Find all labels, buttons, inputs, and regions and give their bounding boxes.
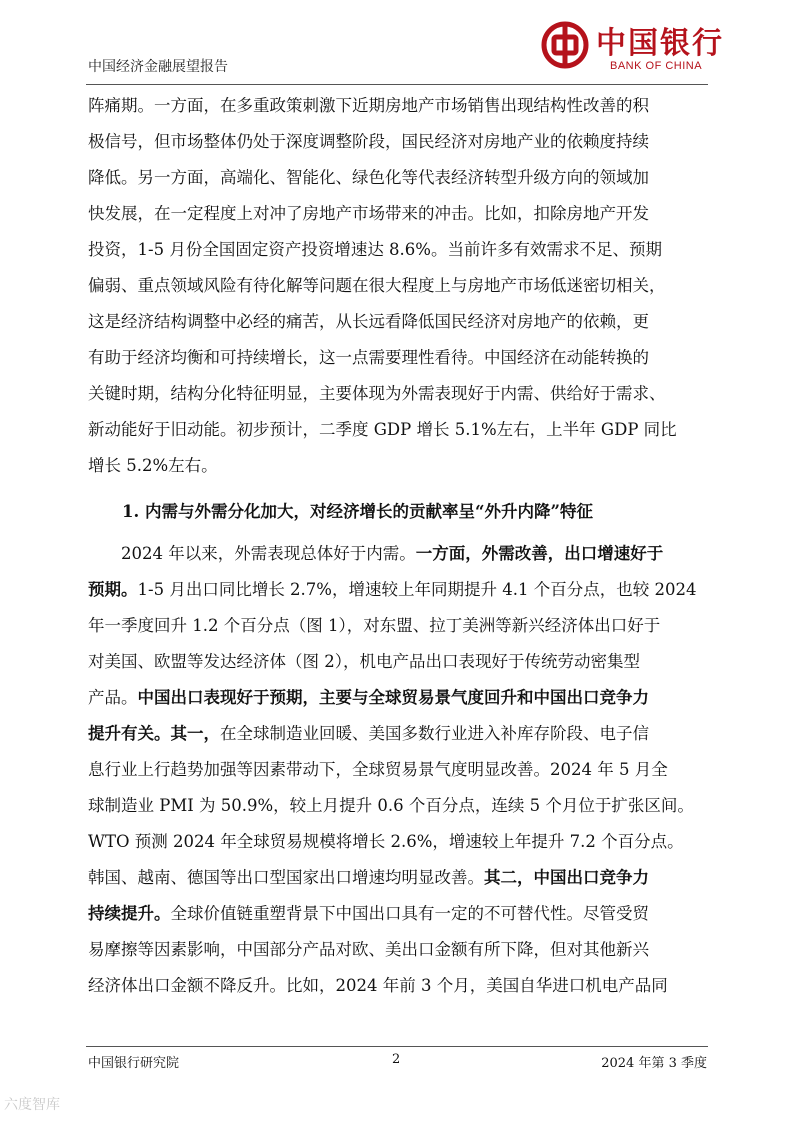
paragraph-line: 新动能好于旧动能。初步预计，二季度 GDP 增长 5.1%左右，上半年 GDP 同比 (88, 420, 677, 439)
bank-logo-chinese: 中国银行 (596, 26, 724, 61)
paragraph-line (88, 860, 708, 896)
watermark: 六度智库 (4, 1096, 60, 1112)
text-run: 在全球制造业回暖、美国多数行业进入补库存阶段、电子信 (220, 724, 649, 743)
paragraph-line: 经济体出口金额不降反升。比如，2024 年前 3 个月，美国自华进口机电产品同 (88, 976, 668, 995)
paragraph-line: 降低。另一方面，高端化、智能化、绿色化等代表经济转型升级方向的领域加 (88, 168, 649, 187)
paragraph-line: 投资，1-5 月份全国固定资产投资增速达 8.6%。当前许多有效需求不足、预期 (88, 240, 662, 259)
paragraph-line: 偏弱、重点领域风险有待化解等问题在很大程度上与房地产市场低迷密切相关， (88, 276, 666, 295)
text-run: 1-5 月出口同比增长 2.7%，增速较上年同期提升 4.1 个百分点，也较 2024 (137, 580, 697, 599)
text-run: 产品。 (88, 688, 138, 707)
bank-logo (540, 16, 724, 78)
text-run: 2024 年以来，外需表现总体好于内需。 (121, 544, 416, 563)
bold-text-run: 中国出口表现好于预期，主要与全球贸易景气度回升和中国出口竞争力 (137, 688, 649, 707)
paragraph-line: 球制造业 PMI 为 50.9%，较上月提升 0.6 个百分点，连续 5 个月位于扩张区间。 (88, 796, 694, 815)
paragraph-line: 有助于经济均衡和可持续增长，这一点需要理性看待。中国经济在动能转换的 (88, 348, 649, 367)
paragraph-line (88, 572, 708, 608)
paragraph-line: 这是经济结构调整中必经的痛苦，从长远看降低国民经济对房地产的依赖，更 (88, 312, 649, 331)
footer-period: 2024 年第 3 季度 (601, 1056, 707, 1071)
paragraph-line (88, 536, 708, 572)
paragraph-line (88, 716, 708, 752)
section-heading: 1. 内需与外需分化加大，对经济增长的贡献率呈“外升内降”特征 (122, 502, 593, 521)
paragraph-line: 年一季度回升 1.2 个百分点（图 1），对东盟、拉丁美洲等新兴经济体出口好于 (88, 616, 661, 635)
footer-divider (86, 1046, 708, 1047)
report-title: 中国经济金融展望报告 (88, 59, 228, 75)
bank-logo-emblem-icon (540, 20, 590, 70)
paragraph-line: 对美国、欧盟等发达经济体（图 2），机电产品出口表现好于传统劳动密集型 (88, 652, 640, 671)
paragraph-line: 阵痛期。一方面，在多重政策刺激下近期房地产市场销售出现结构性改善的积 (88, 96, 649, 115)
paragraph-line (88, 896, 708, 932)
page-number: 2 (392, 1052, 401, 1067)
paragraph-line: 易摩擦等因素影响，中国部分产品对欧、美出口金额有所下降，但对其他新兴 (88, 940, 649, 959)
bold-text-run: 其二，中国出口竞争力 (484, 868, 649, 887)
text-run: 全球价值链重塑背景下中国出口具有一定的不可替代性。尽管受贸 (170, 904, 649, 923)
bold-text-run: 持续提升。 (88, 904, 171, 923)
bold-text-run: 提升有关。其一， (88, 724, 220, 743)
paragraph-line: 极信号，但市场整体仍处于深度调整阶段，国民经济对房地产业的依赖度持续 (88, 132, 649, 151)
paragraph-line: 增长 5.2%左右。 (88, 456, 218, 475)
header-divider (86, 84, 708, 85)
paragraph-line (88, 680, 708, 716)
bank-logo-english: BANK OF CHINA (610, 60, 703, 72)
paragraph-line: WTO 预测 2024 年全球贸易规模将增长 2.6%，增速较上年提升 7.2 个百分点。 (88, 832, 684, 851)
paragraph-line: 快发展，在一定程度上对冲了房地产市场带来的冲击。比如，扣除房地产开发 (88, 204, 649, 223)
footer-institution: 中国银行研究院 (88, 1056, 180, 1071)
bold-text-run: 一方面，外需改善，出口增速好于 (415, 544, 664, 563)
page-content (88, 88, 708, 1004)
paragraph-line: 息行业上行趋势加强等因素带动下，全球贸易景气度明显改善。2024 年 5 月全 (88, 760, 668, 779)
bold-text-run: 预期。 (88, 580, 138, 599)
text-run: 韩国、越南、德国等出口型国家出口增速均明显改善。 (88, 868, 484, 887)
paragraph-line: 关键时期，结构分化特征明显，主要体现为外需表现好于内需、供给好于需求、 (88, 384, 666, 403)
